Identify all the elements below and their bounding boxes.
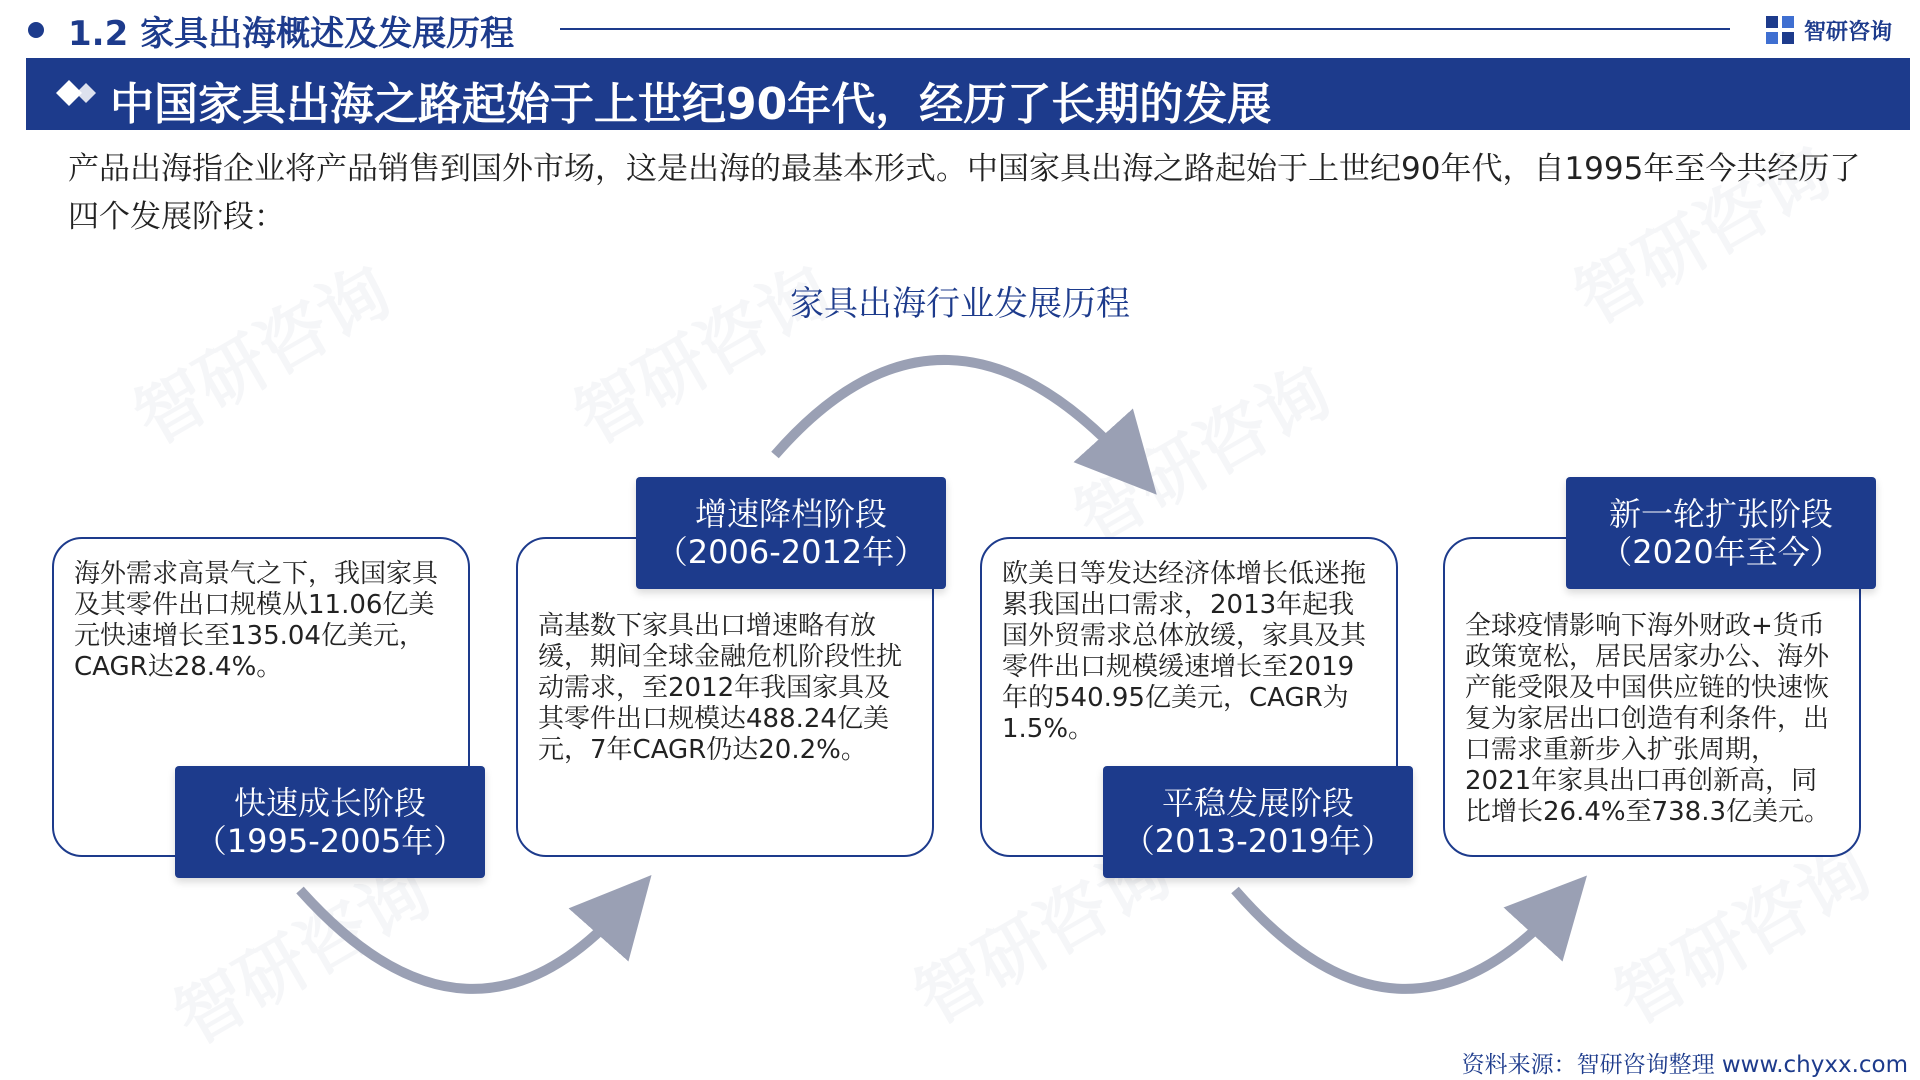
section-title: 1.2 家具出海概述及发展历程: [68, 14, 515, 54]
stage-3-period: （2013-2019年）: [1122, 822, 1394, 860]
stage-3-name: 平稳发展阶段: [1161, 784, 1354, 822]
watermark: 智研咨询: [1561, 129, 1845, 341]
arrow-stage2-to-3: [775, 360, 1130, 465]
diagram-title: 家具出海行业发展历程: [790, 284, 1130, 324]
stage-2-period: （2006-2012年）: [655, 533, 927, 571]
stage-4-label: [1566, 477, 1876, 589]
stage-1-label: [175, 766, 485, 878]
arrow-stage1-to-2: [300, 890, 625, 989]
stage-2-name: 增速降档阶段: [694, 495, 887, 533]
intro-paragraph: 产品出海指企业将产品销售到国外市场，这是出海的最基本形式。中国家具出海之路起始于上世纪90年代，自1995年至今共经历了四个发展阶段：: [68, 151, 1861, 235]
stage-3-text: 欧美日等发达经济体增长低迷拖累我国出口需求，2013年起我国外贸需求总体放缓，家具及其零件出口规模缓速增长至2019年的540.95亿美元，CAGR为1.5%。: [1002, 559, 1367, 744]
stage-4-period: （2020年至今）: [1600, 533, 1842, 571]
watermark: 智研咨询: [561, 249, 845, 461]
banner-title: 中国家具出海之路起始于上世纪90年代，经历了长期的发展: [110, 79, 1272, 130]
watermark: 智研咨询: [1061, 349, 1345, 561]
stage-1-period: （1995-2005年）: [194, 822, 466, 860]
stage-2-label: [636, 477, 946, 589]
stage-3-label: [1103, 766, 1413, 878]
watermark: 智研咨询: [121, 249, 405, 461]
source-footer: 资料来源：智研咨询整理 www.chyxx.com: [1461, 1052, 1908, 1078]
watermark: 智研咨询: [161, 849, 445, 1061]
stage-2-text: 高基数下家具出口增速略有放缓，期间全球金融危机阶段性扰动需求，至2012年我国家具及其零件出口规模达488.24亿美元，7年CAGR仍达20.2%。: [538, 611, 903, 765]
stage-4-text: 全球疫情影响下海外财政+货币政策宽松，居民居家办公、海外产能受限及中国供应链的快速恢复为家居出口创造有利条件，出口需求重新步入扩张周期，2021年家具出口再创新高，同比增长26.4%至738.3亿美元。: [1465, 611, 1831, 827]
arrow-stage3-to-4: [1235, 890, 1560, 989]
watermark: 智研咨询: [901, 829, 1185, 1041]
stage-1-name: 快速成长阶段: [233, 784, 426, 822]
stage-4-name: 新一轮扩张阶段: [1608, 495, 1833, 533]
logo-text: 智研咨询: [1804, 19, 1893, 45]
watermark: 智研咨询: [1601, 829, 1885, 1041]
stage-1-text: 海外需求高景气之下，我国家具及其零件出口规模从11.06亿美元快速增长至135.04亿美元，CAGR达28.4%。: [74, 559, 439, 682]
